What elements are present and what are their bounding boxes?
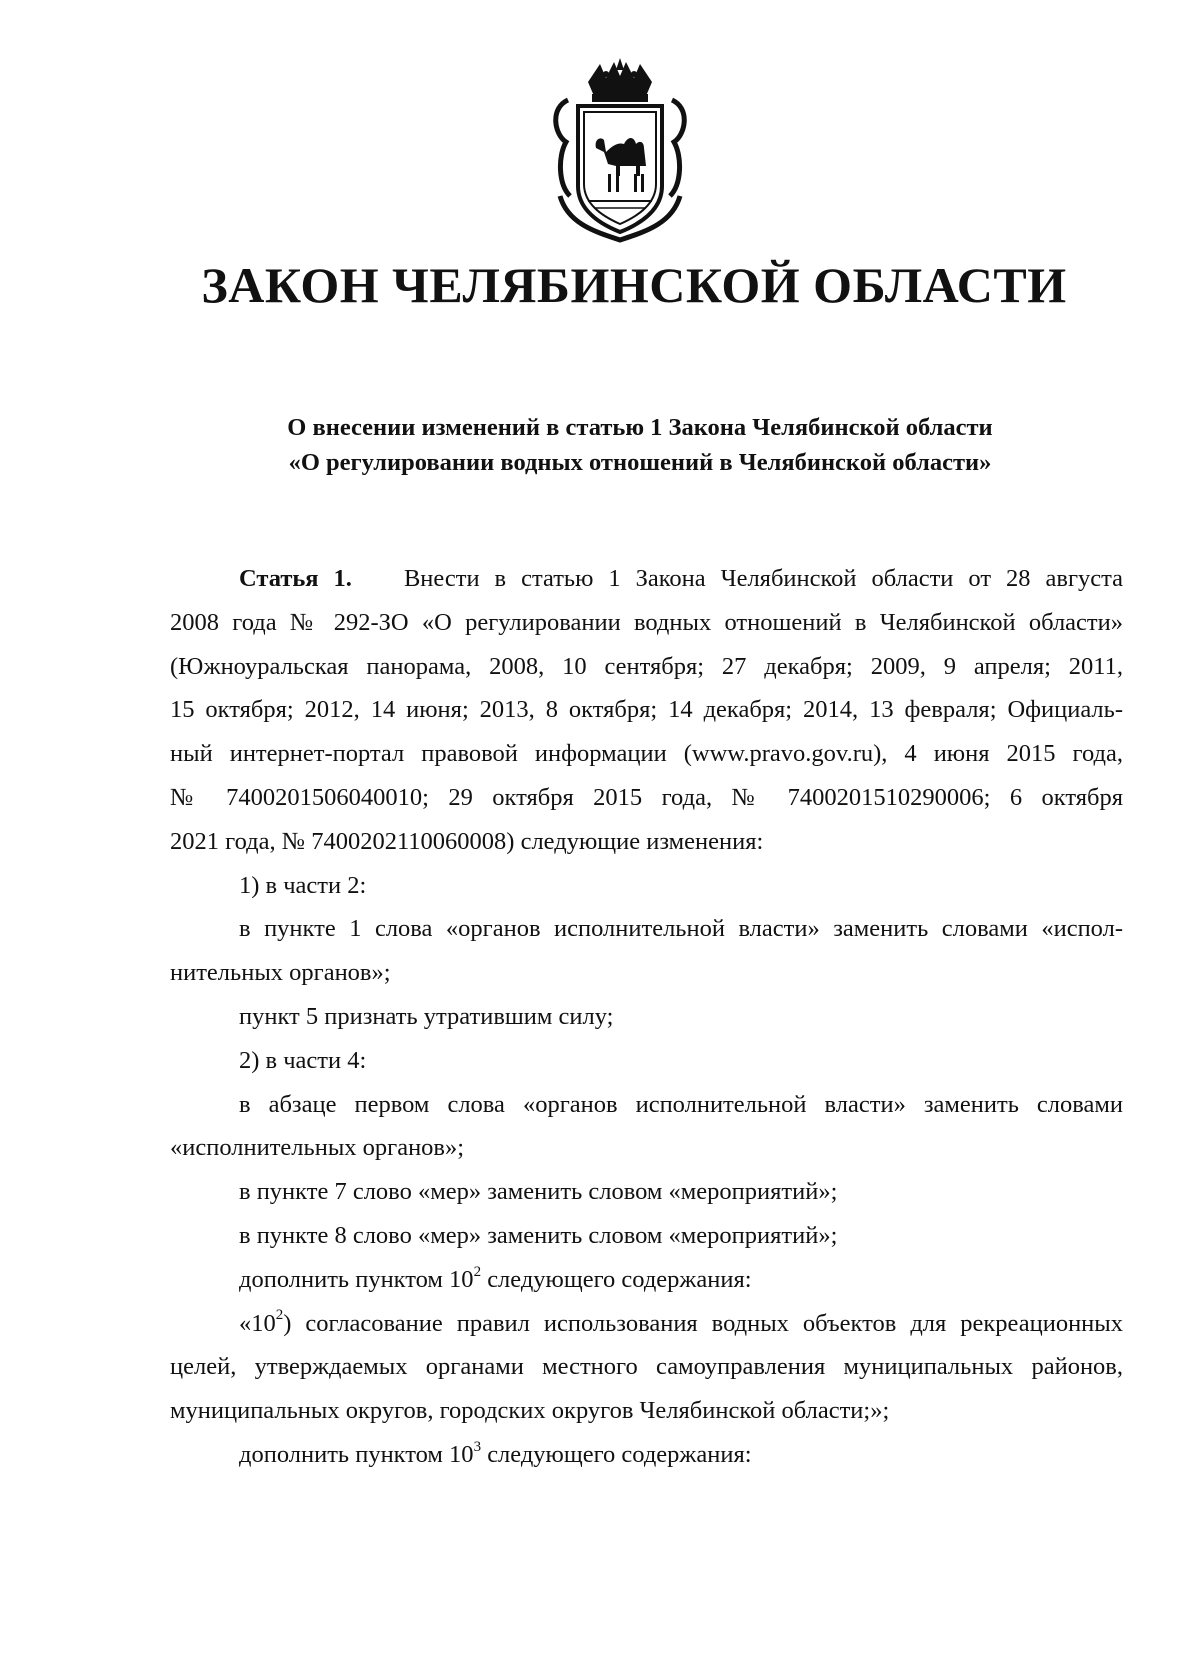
item1-heading: 1) в части 2: [239,871,367,899]
item2-p1-line1: в абзаце первом слова «органов исполнительной власти» заменить словами [239,1090,1123,1118]
item2-p4-superscript: 2 [473,1263,482,1280]
item2-p2: в пункте 7 слово «мер» заменить словом «мероприятий»; [239,1178,838,1206]
item2-p5-line3: муниципальных округов, городских округов Челябинской области;»; [170,1397,890,1425]
law-subtitle [160,410,1120,480]
item2-p6-text-end: следующего содержания: [481,1440,752,1468]
item2-p4 [170,1258,1123,1302]
article-line-6: 2021 года, № 7400202110060008) следующие изменения: [170,827,764,855]
coat-of-arms-emblem [548,56,692,244]
article-line-4: ный интернет-портал правовой информации (www.pravo.gov.ru), 4 июня 2015 года, [170,740,1123,768]
article-label: Статья 1. [239,565,352,592]
item2-p5-text-end: ) согласование правил использования водных объектов для рекреационных [283,1309,1123,1337]
item2-p5-line2: целей, утверждаемых органами местного самоуправления муниципальных районов, [170,1353,1123,1381]
item2-p6 [170,1433,1123,1477]
item2-p4-text-end: следующего содержания: [481,1265,752,1293]
subtitle-line-2: «О регулировании водных отношений в Челябинской области» [288,449,992,476]
subtitle-line-1: О внесении изменений в статью 1 Закона Челябинской области [287,414,993,441]
article-line-3: 15 октября; 2012, 14 июня; 2013, 8 октября; 14 декабря; 2014, 13 февраля; Официаль- [170,696,1123,724]
item2-p1-line2: «исполнительных органов»; [170,1134,465,1162]
item2-p3: в пункте 8 слово «мер» заменить словом «мероприятий»; [239,1221,838,1249]
item1-p2: пункт 5 признать утратившим силу; [239,1002,614,1030]
item2-p6-superscript: 3 [473,1438,482,1455]
article-line-2: (Южноуральская панорама, 2008, 10 сентября; 27 декабря; 2009, 9 апреля; 2011, [170,652,1123,680]
item2-p5-line1 [170,1302,1123,1346]
item1-p1-line2: нительных органов»; [170,959,391,987]
article-first-line [170,557,1123,601]
item2-p4-text: дополнить пунктом 10 [239,1265,474,1293]
article-line-0: Внести в статью 1 Закона Челябинской области от 28 августа [403,565,1123,592]
item1-p1-line1: в пункте 1 слова «органов исполнительной власти» заменить словами «испол- [239,915,1123,943]
law-title: ЗАКОН ЧЕЛЯБИНСКОЙ ОБЛАСТИ [201,257,1067,313]
item2-p5-superscript: 2 [275,1307,284,1324]
item2-p6-text: дополнить пунктом 10 [239,1440,474,1468]
law-body [170,557,1123,1477]
article-line-5: № 7400201506040010; 29 октября 2015 года, № 7400201510290006; 6 октября [170,783,1123,811]
item2-p5-text: «10 [239,1309,276,1337]
item2-heading: 2) в части 4: [239,1046,367,1074]
article-line-1: 2008 года № 292-ЗО «О регулировании водных отношений в Челябинской области» [170,608,1123,636]
